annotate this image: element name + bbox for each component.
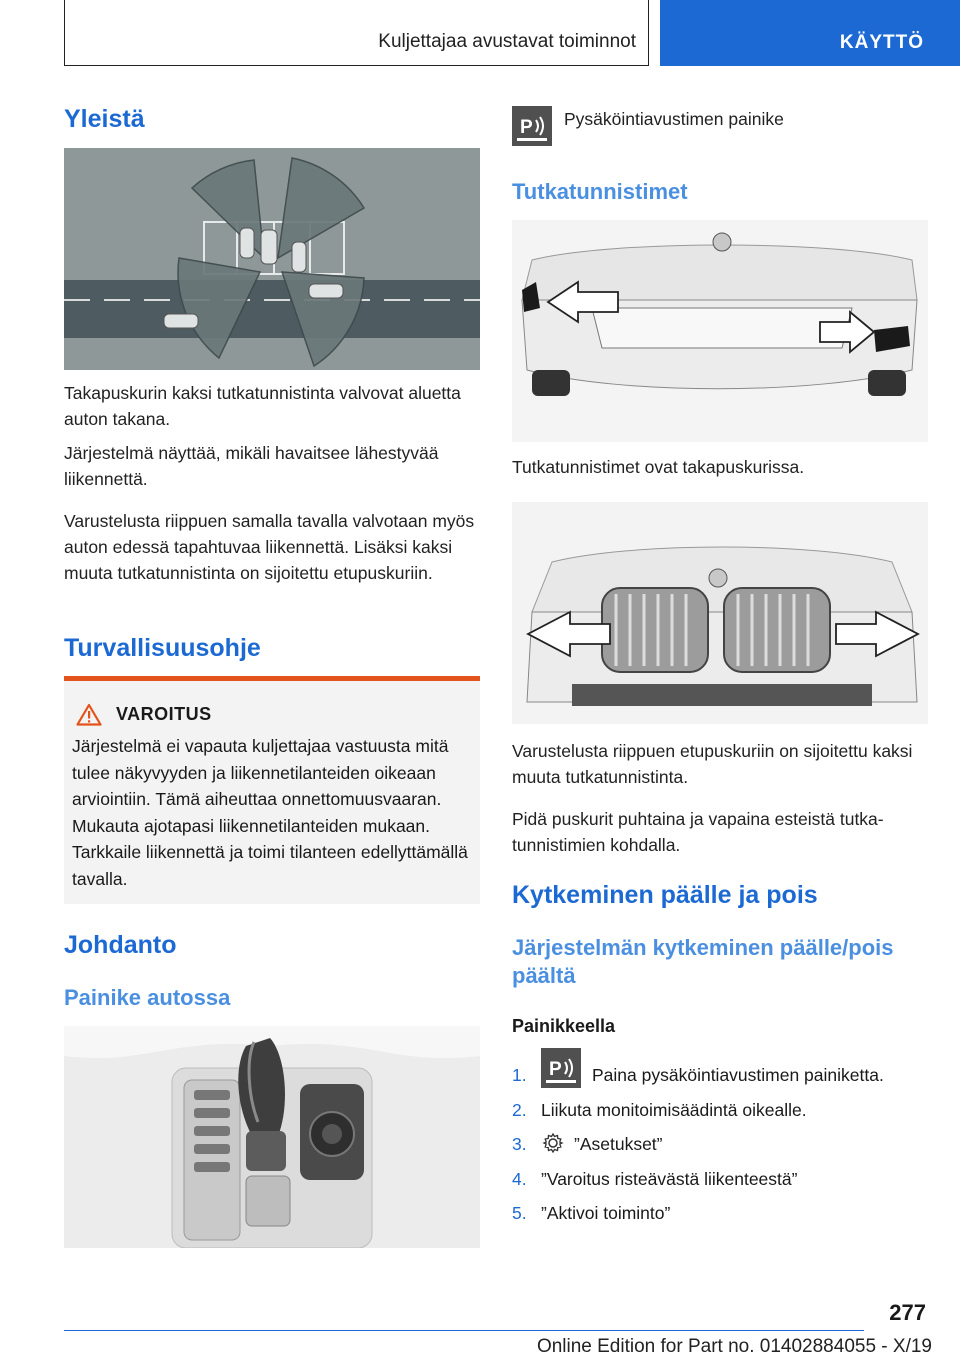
warning-box bbox=[64, 676, 480, 904]
heading-button-in-car: Painike autossa bbox=[64, 985, 231, 1010]
heading-radar-sensors: Tutkatunnistimet bbox=[512, 179, 688, 204]
rear-bumper-sensor-photo bbox=[512, 220, 928, 442]
sensors-paragraph-3: Pidä puskurit puhtaina ja vapaina esteistä tutkatunnistimien kohdalla. bbox=[512, 809, 884, 855]
general-paragraph-2: Järjestelmä näyttää, mikäli havaitsee lähestyvää liikennettä. bbox=[64, 443, 439, 489]
sensors-paragraph-2: Varustelusta riippuen etupuskuriin on sijoitettu kaksi muuta tutkatunnistinta. bbox=[512, 741, 913, 787]
step-number: 4. bbox=[512, 1168, 527, 1189]
list-item bbox=[512, 1059, 942, 1097]
sensors-paragraph-1: Tutkatunnistimet ovat takapuskurissa. bbox=[512, 457, 805, 477]
heading-general: Yleistä bbox=[64, 105, 145, 133]
svg-text:P: P bbox=[549, 1059, 562, 1080]
heading-switch-system: Järjestelmän kytkeminen päälle/pois päältä bbox=[512, 935, 894, 988]
list-item bbox=[512, 1131, 942, 1166]
center-console-photo bbox=[64, 1026, 480, 1248]
list-item bbox=[512, 1097, 942, 1132]
general-paragraph-1: Takapuskurin kaksi tutkatunnistinta valvovat aluetta auton takana. bbox=[64, 383, 461, 429]
gear-icon bbox=[542, 1132, 564, 1161]
list-item bbox=[512, 1200, 942, 1235]
step-text: ”Aktivoi toiminto” bbox=[541, 1203, 671, 1223]
park-assist-button-icon bbox=[541, 1048, 581, 1095]
step-number: 5. bbox=[512, 1203, 527, 1223]
park-assist-button-icon bbox=[512, 106, 552, 146]
footer-edition: Online Edition for Part no. 01402884055 - X/19 bbox=[536, 1336, 932, 1357]
warning-triangle-icon bbox=[76, 703, 102, 726]
front-bumper-sensor-photo bbox=[512, 502, 928, 724]
step-number: 3. bbox=[512, 1134, 527, 1154]
heading-switch-on-off: Kytkeminen päälle ja pois bbox=[512, 881, 818, 909]
heading-via-button: Painikkeella bbox=[512, 1016, 616, 1036]
park-assist-button-caption: Pysäköintiavustimen painike bbox=[564, 109, 784, 129]
general-paragraph-3: Varustelusta riippuen samalla tavalla valvotaan myös auton edessä tapahtuvaa liikennettä. Lisäksi kaksi muuta tutkatunnistinta on sijoitettu etupuskuriin. bbox=[64, 511, 475, 583]
step-number: 1. bbox=[512, 1065, 527, 1085]
step-number: 2. bbox=[512, 1099, 527, 1120]
warning-text: Järjestelmä ei vapauta kuljettajaa vastuusta mitä tulee näkyvyyden ja liikennetilanteiden oikeaan arviointiin. Tämä aiheuttaa onnettomuusvaaran. Mukauta ajotapasi liikennetilanteiden mukaan. Tarkkaile liikennettä ja toimi tilanteen edellyttämällä tavalla. bbox=[72, 736, 468, 889]
footer-divider bbox=[64, 1330, 864, 1331]
step-text: ”Asetukset” bbox=[574, 1134, 663, 1154]
svg-text:P: P bbox=[520, 117, 533, 138]
step-text: ”Varoitus risteävästä liikenteestä” bbox=[541, 1168, 798, 1189]
header-section-box bbox=[64, 0, 649, 66]
step-text: Paina pysäköintiavustimen painiketta. bbox=[592, 1065, 884, 1085]
header-chapter-tab-label: KÄYTTÖ bbox=[839, 32, 924, 53]
warning-title: VAROITUS bbox=[116, 704, 212, 724]
step-text: Liikuta monitoimisäädintä oikealle. bbox=[541, 1099, 807, 1120]
heading-safety: Turvallisuusohje bbox=[64, 634, 261, 662]
cross-traffic-radar-illustration bbox=[64, 148, 480, 370]
steps-list bbox=[512, 1059, 942, 1235]
list-item bbox=[512, 1166, 942, 1201]
header-chapter-tab[interactable] bbox=[660, 0, 960, 66]
header-section-title: Kuljettajaa avustavat toiminnot bbox=[378, 31, 636, 52]
page-number: 277 bbox=[889, 1300, 926, 1325]
heading-introduction: Johdanto bbox=[64, 931, 177, 959]
